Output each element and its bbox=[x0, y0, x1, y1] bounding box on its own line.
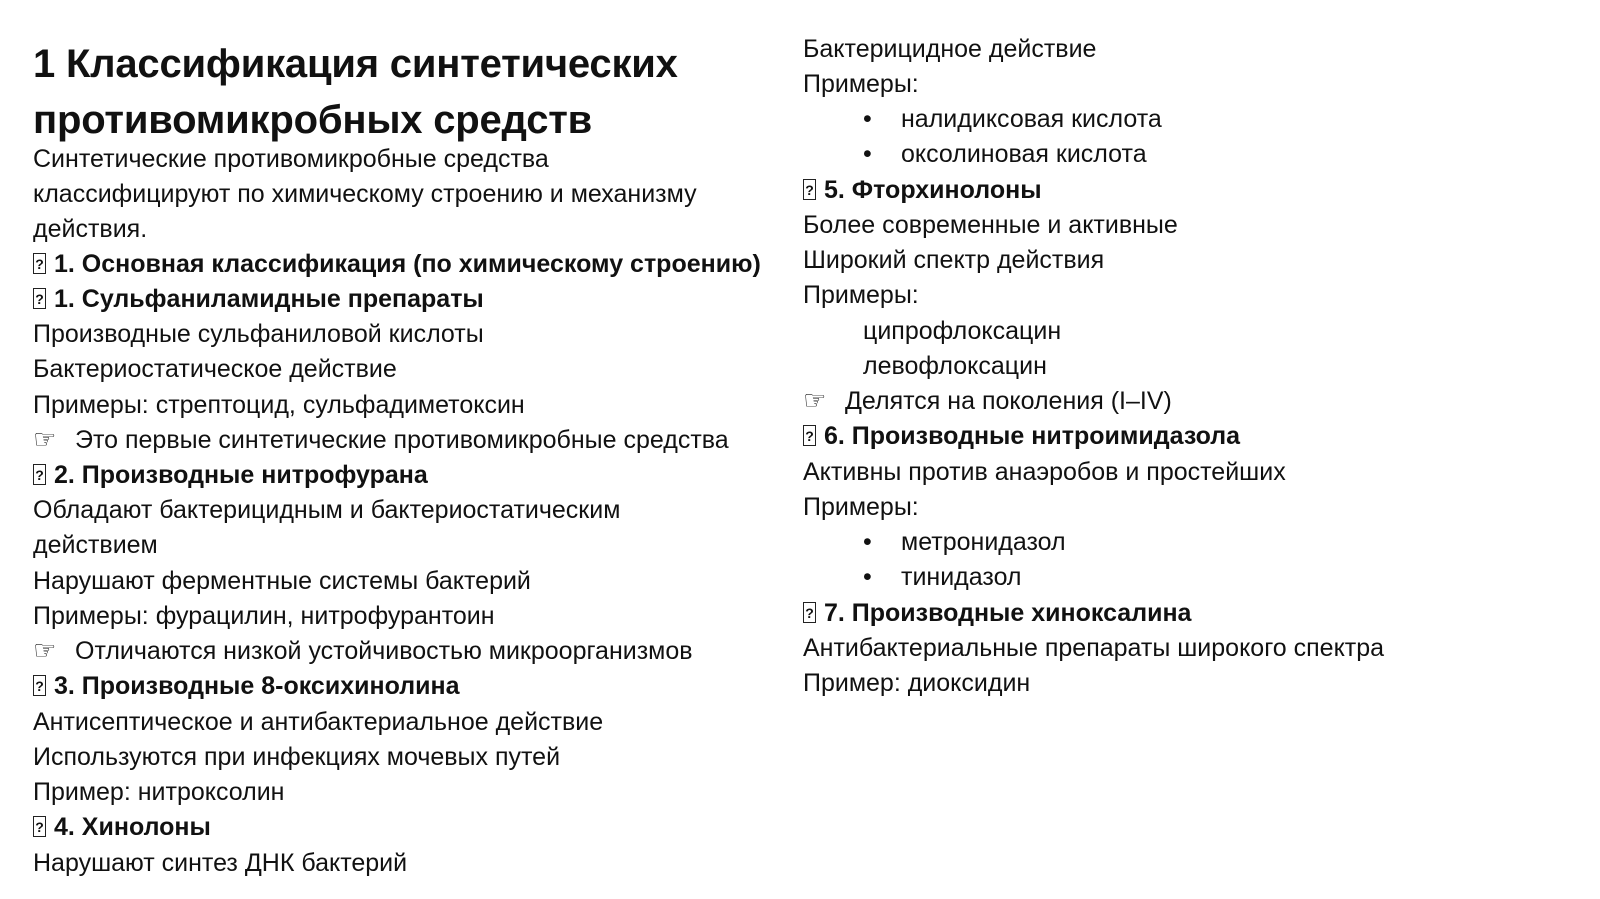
bullet-icon: • bbox=[863, 563, 872, 591]
missing-glyph-icon bbox=[803, 602, 816, 623]
section-line: Примеры: bbox=[803, 281, 919, 309]
section-line: Широкий спектр действия bbox=[803, 246, 1105, 274]
section-line: Примеры: фурацилин, нитрофурантоин bbox=[33, 602, 495, 630]
bullet-icon: • bbox=[863, 528, 872, 556]
list-item: • тинидазол bbox=[863, 559, 1022, 595]
missing-glyph-icon bbox=[33, 675, 46, 696]
section-line: Пример: диоксидин bbox=[803, 669, 1031, 697]
missing-glyph-icon bbox=[33, 816, 46, 837]
list-item: ципрофлоксацин bbox=[863, 317, 1062, 345]
section-heading-quinoxalines: ?7. Производные хиноксалина bbox=[803, 595, 1191, 631]
section-line: Бактериостатическое действие bbox=[33, 355, 397, 383]
section-heading-oxyquinolines: ?3. Производные 8-оксихинолина bbox=[33, 668, 459, 704]
section-line: Используются при инфекциях мочевых путей bbox=[33, 743, 561, 771]
section-note: ☞ Делятся на поколения (I–IV) bbox=[803, 383, 1172, 419]
list-item: левофлоксацин bbox=[863, 352, 1047, 380]
pointing-hand-icon: ☞ bbox=[33, 636, 57, 666]
section-line: Нарушают ферментные системы бактерий bbox=[33, 567, 531, 595]
section-line: Более современные и активные bbox=[803, 211, 1178, 239]
section-line: Производные сульфаниловой кислоты bbox=[33, 320, 484, 348]
section-line: Нарушают синтез ДНК бактерий bbox=[33, 849, 408, 877]
page-title: 1 Классификация синтетических противомикробных средств bbox=[33, 42, 678, 142]
list-item: • метронидазол bbox=[863, 524, 1066, 560]
section-heading-nitroimidazoles: ?6. Производные нитроимидазола bbox=[803, 418, 1240, 454]
intro-line: действия. bbox=[33, 215, 148, 243]
section-heading-sulfonamides: ?1. Сульфаниламидные препараты bbox=[33, 281, 484, 317]
missing-glyph-icon bbox=[33, 464, 46, 485]
missing-glyph-icon bbox=[803, 179, 816, 200]
list-item: • налидиксовая кислота bbox=[863, 101, 1162, 137]
section-heading-fluoroquinolones: ?5. Фторхинолоны bbox=[803, 172, 1042, 208]
section-note: ☞ Это первые синтетические противомикробные средства bbox=[33, 422, 729, 458]
section-line: Антисептическое и антибактериальное действие bbox=[33, 708, 604, 736]
section-line: Активны против анаэробов и простейших bbox=[803, 458, 1286, 486]
section-line: Обладают бактерицидным и бактериостатическим bbox=[33, 496, 621, 524]
section-line: действием bbox=[33, 531, 158, 559]
section-heading-nitrofurans: ?2. Производные нитрофурана bbox=[33, 457, 428, 493]
section-line: Пример: нитроксолин bbox=[33, 778, 285, 806]
bullet-icon: • bbox=[863, 140, 872, 168]
list-item: • оксолиновая кислота bbox=[863, 136, 1147, 172]
section-line: Антибактериальные препараты широкого спектра bbox=[803, 634, 1385, 662]
intro-line: классифицируют по химическому строению и механизму bbox=[33, 180, 697, 208]
bullet-icon: • bbox=[863, 105, 872, 133]
section-line: Примеры: bbox=[803, 70, 919, 98]
section-line: Бактерицидное действие bbox=[803, 35, 1097, 63]
pointing-hand-icon: ☞ bbox=[33, 425, 57, 455]
pointing-hand-icon: ☞ bbox=[803, 386, 827, 416]
missing-glyph-icon bbox=[803, 425, 816, 446]
section-note: ☞ Отличаются низкой устойчивостью микроорганизмов bbox=[33, 633, 693, 669]
missing-glyph-icon bbox=[33, 288, 46, 309]
missing-glyph-icon bbox=[33, 253, 46, 274]
section-line: Примеры: стрептоцид, сульфадиметоксин bbox=[33, 391, 525, 419]
main-classification-heading: ?1. Основная классификация (по химическому строению) bbox=[33, 246, 761, 282]
section-line: Примеры: bbox=[803, 493, 919, 521]
section-heading-quinolones: ?4. Хинолоны bbox=[33, 809, 211, 845]
intro-line: Синтетические противомикробные средства bbox=[33, 145, 549, 173]
